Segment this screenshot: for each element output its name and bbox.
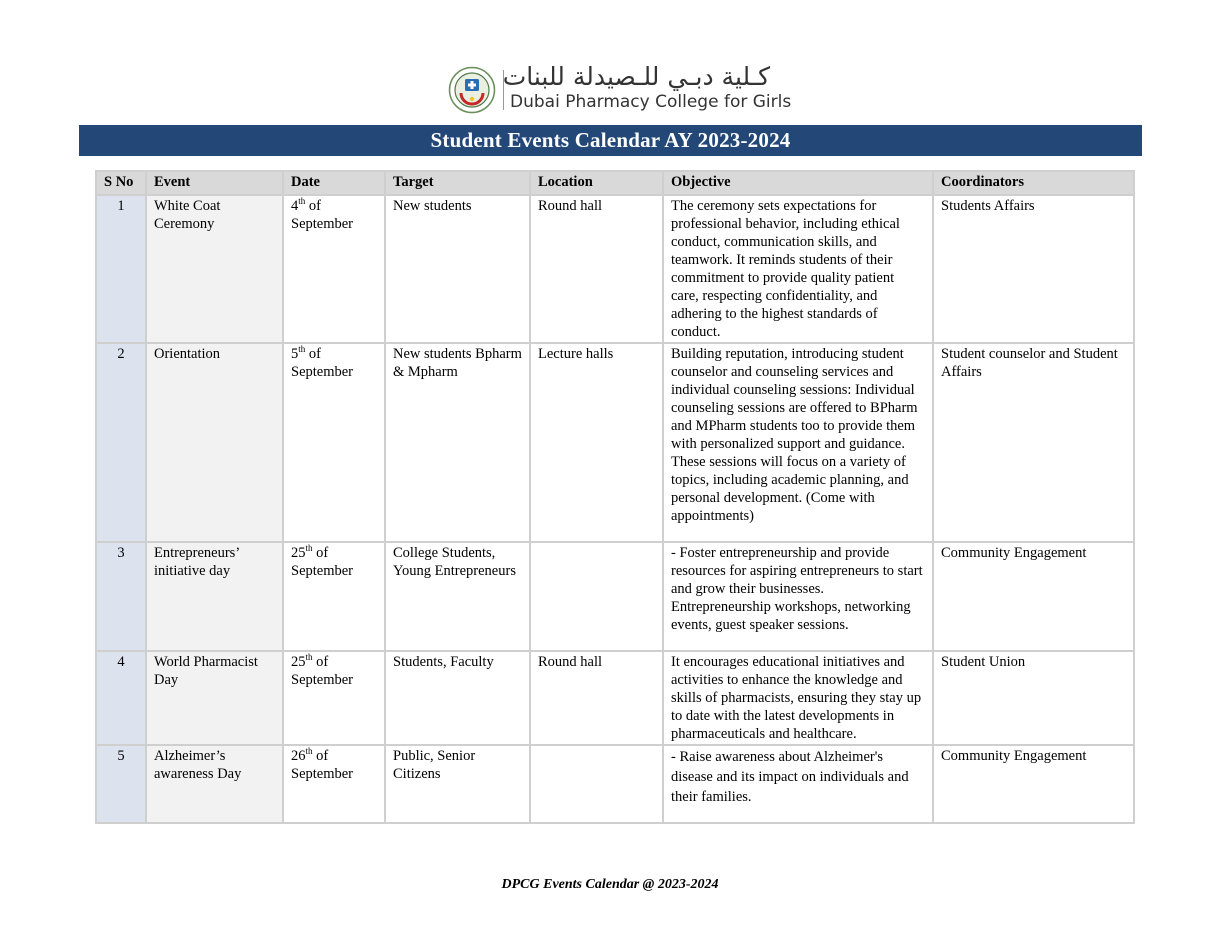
table-row — [96, 542, 1134, 651]
cell-location: Lecture halls — [530, 343, 663, 542]
date-month: of September — [291, 654, 354, 688]
column-header-coordinators: Coordinators — [933, 171, 1134, 195]
cell-coordinators: Students Affairs — [933, 195, 1134, 343]
column-header-event: Event — [146, 171, 283, 195]
cell-date — [283, 542, 385, 651]
column-header-target: Target — [385, 171, 530, 195]
cell-coordinators: Student Union — [933, 651, 1134, 745]
cell-date — [283, 343, 385, 542]
cell-event: White Coat Ceremony — [146, 195, 283, 343]
cell-sno: 5 — [96, 745, 146, 823]
cell-location: Round hall — [530, 195, 663, 343]
column-header-objective: Objective — [663, 171, 933, 195]
college-logo — [448, 62, 792, 116]
cell-location: Round hall — [530, 651, 663, 745]
cell-target: Students, Faculty — [385, 651, 530, 745]
cell-sno: 1 — [96, 195, 146, 343]
table-row — [96, 745, 1134, 823]
cell-event: Entrepreneurs’ initiative day — [146, 542, 283, 651]
date-suffix: th — [298, 196, 306, 207]
cell-target: New students — [385, 195, 530, 343]
date-month: of September — [291, 748, 354, 782]
table-row — [96, 651, 1134, 745]
cell-target: College Students, Young Entrepreneurs — [385, 542, 530, 651]
cell-sno: 2 — [96, 343, 146, 542]
cell-coordinators: Community Engagement — [933, 745, 1134, 823]
cell-sno: 3 — [96, 542, 146, 651]
cell-event: Orientation — [146, 343, 283, 542]
date-day: 5 — [291, 346, 299, 362]
college-name-english: Dubai Pharmacy College for Girls — [510, 92, 792, 112]
cell-objective: Building reputation, introducing student counselor and counseling services and individual counseling sessions: Individual counseling sessions are offered to BPharm and MPharm students too to provide them with personalized support and guidance. These sessions will focus on a variety of topics, including academic planning, and personal development. (Come with appointments) — [663, 343, 933, 542]
cell-location — [530, 542, 663, 651]
date-suffix: th — [305, 543, 313, 554]
cell-event: Alzheimer’s awareness Day — [146, 745, 283, 823]
table-header-row — [96, 171, 1134, 195]
date-month: of September — [291, 346, 354, 380]
cell-objective: - Foster entrepreneurship and provide resources for aspiring entrepreneurs to start and grow their businesses. Entrepreneurship workshops, networking events, guest speaker sessions. — [663, 542, 933, 651]
date-day: 4 — [291, 198, 299, 214]
cell-objective: It encourages educational initiatives and activities to enhance the knowledge and skills of pharmacists, ensuring they stay up to date with the latest developments in pharmaceuticals and healthcare. — [663, 651, 933, 745]
cell-coordinators: Community Engagement — [933, 542, 1134, 651]
date-suffix: th — [298, 344, 306, 355]
column-header-sno: S No — [96, 171, 146, 195]
date-month: of September — [291, 198, 354, 232]
date-suffix: th — [305, 746, 313, 757]
column-header-date: Date — [283, 171, 385, 195]
cell-date — [283, 745, 385, 823]
college-name-arabic: كـلية دبـي للـصيدلة للبنات — [502, 62, 770, 91]
cell-date — [283, 195, 385, 343]
table-row — [96, 195, 1134, 343]
page-footer: DPCG Events Calendar @ 2023-2024 — [501, 877, 719, 892]
events-table — [95, 170, 1135, 824]
date-day: 26 — [291, 748, 306, 764]
column-header-location: Location — [530, 171, 663, 195]
date-day: 25 — [291, 654, 306, 670]
cell-coordinators: Student counselor and Student Affairs — [933, 343, 1134, 542]
cell-event: World Pharmacist Day — [146, 651, 283, 745]
cell-objective: - Raise awareness about Alzheimer's disease and its impact on individuals and their families. — [663, 745, 933, 823]
cell-target: Public, Senior Citizens — [385, 745, 530, 823]
table-row — [96, 343, 1134, 542]
cell-target: New students Bpharm & Mpharm — [385, 343, 530, 542]
cell-date — [283, 651, 385, 745]
college-seal-icon — [448, 66, 496, 114]
cell-objective: The ceremony sets expectations for professional behavior, including ethical conduct, communication skills, and teamwork. It reminds students of their commitment to provide quality patient care, respecting confidentiality, and adhering to the highest standards of conduct. — [663, 195, 933, 343]
date-suffix: th — [305, 652, 313, 663]
date-day: 25 — [291, 545, 306, 561]
date-month: of September — [291, 545, 354, 579]
cell-sno: 4 — [96, 651, 146, 745]
cell-location — [530, 745, 663, 823]
calendar-title-banner: Student Events Calendar AY 2023-2024 — [79, 125, 1142, 156]
